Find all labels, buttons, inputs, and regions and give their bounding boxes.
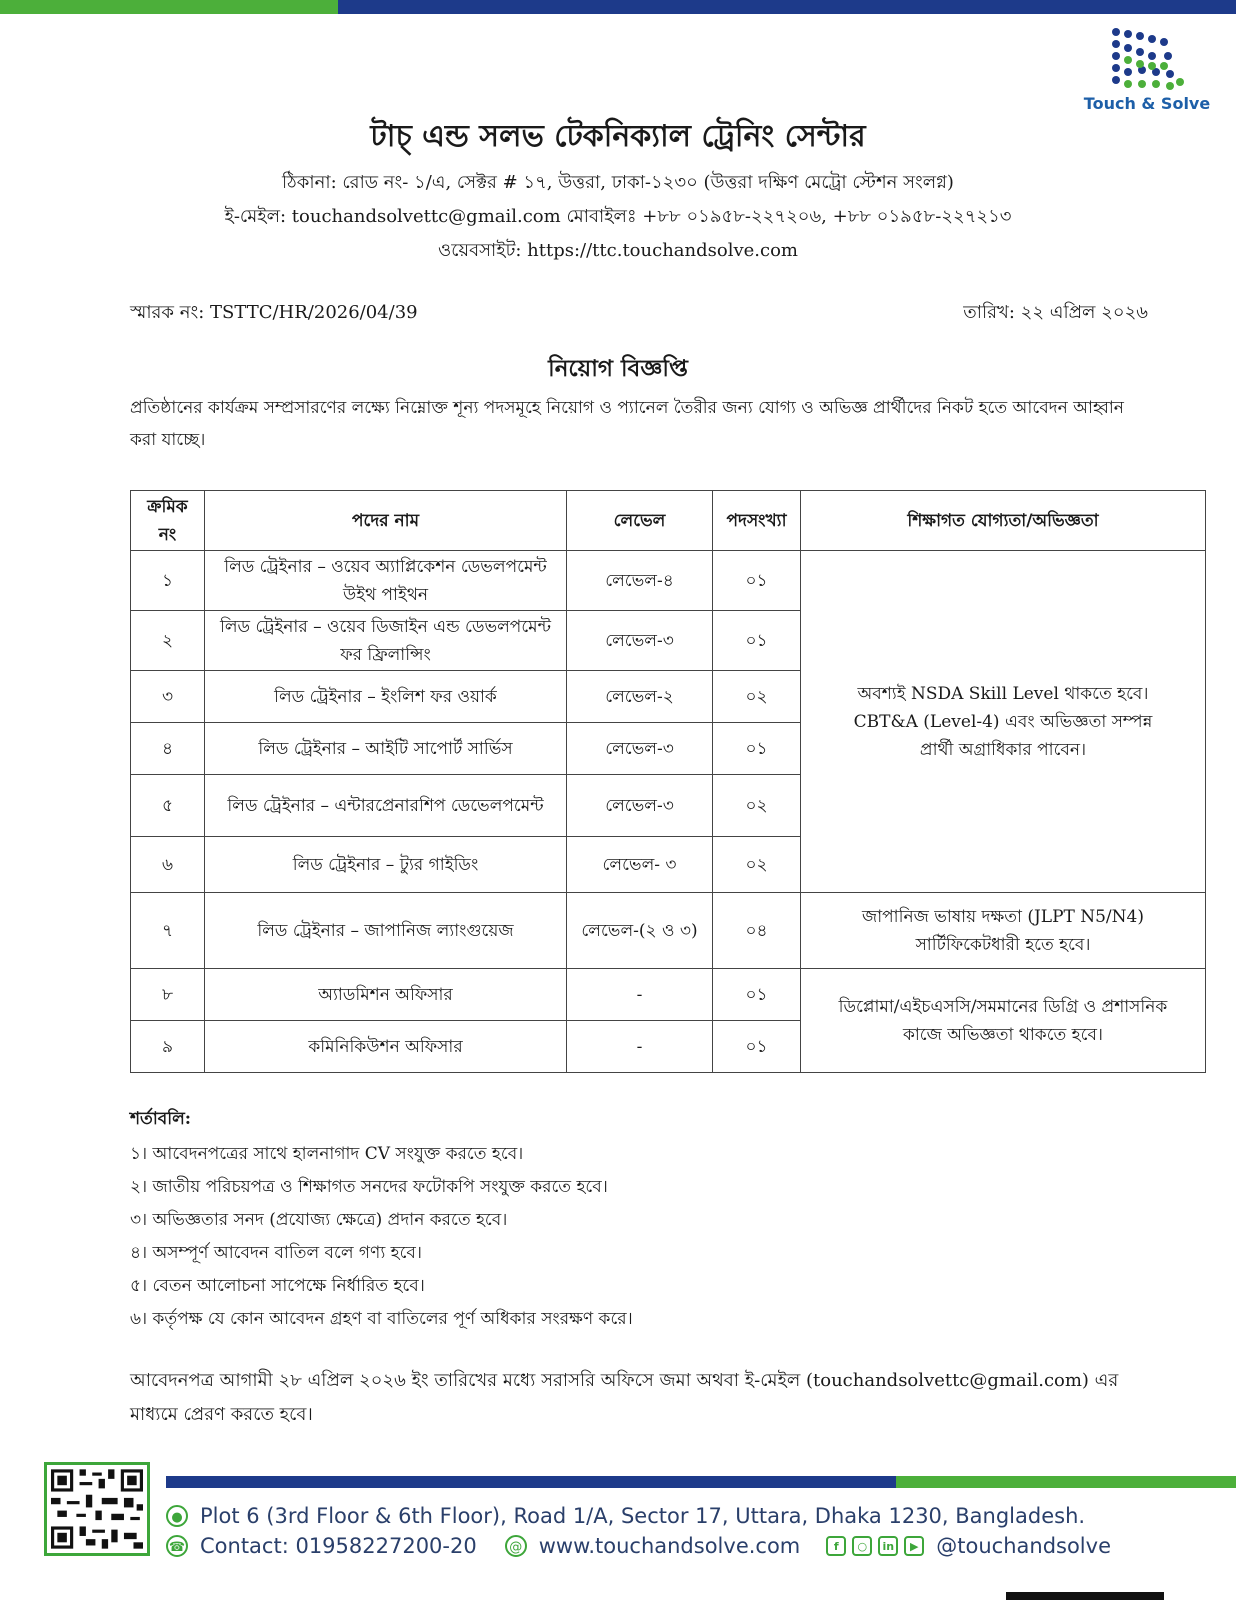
- logo-dots-icon: [1108, 26, 1188, 92]
- table-row: [131, 551, 1206, 611]
- top-color-bar: [0, 0, 1236, 14]
- col-header-sl: ক্রমিক নং: [131, 491, 205, 551]
- table-row: [131, 893, 1206, 969]
- facebook-icon[interactable]: f: [826, 1536, 846, 1556]
- row-post: লিড ট্রেইনার – ওয়েব অ্যাপ্লিকেশন ডেভলপমেন্ট উইথ পাইথন: [205, 551, 567, 611]
- row-sl: ৫: [131, 775, 205, 837]
- footer-contact: Contact: 01958227200-20: [200, 1534, 477, 1558]
- row-count: ০১: [713, 551, 801, 611]
- row-level: লেভেল-(২ ও ৩): [567, 893, 713, 969]
- org-name: টাচ্‌ এন্ড সলভ টেকনিক্যাল ট্রেনিং সেন্টার: [370, 119, 866, 154]
- row-level: লেভেল-৩: [567, 723, 713, 775]
- org-contact: ই-মেইল: touchandsolvettc@gmail.com মোবাইলঃ +৮৮ ০১৯৫৮-২২৭২০৬, +৮৮ ০১৯৫৮-২২৭২১৩: [224, 206, 1012, 227]
- brand-logo: [1082, 26, 1212, 120]
- row-count: ০২: [713, 775, 801, 837]
- org-address: ঠিকানা: রোড নং- ১/এ, সেক্টর # ১৭, উত্তরা, ঢাকা-১২৩০ (উত্তরা দক্ষিণ মেট্রো স্টেশন সংলগ্ন): [282, 172, 954, 193]
- row-post: কমিনিকিউশন অফিসার: [205, 1021, 567, 1073]
- row-post: লিড ট্রেইনার – ট্যুর গাইডিং: [205, 837, 567, 893]
- jobs-table: [130, 490, 1206, 1073]
- table-row: [131, 969, 1206, 1021]
- col-header-count: পদসংখ্যা: [713, 491, 801, 551]
- row-level: লেভেল-৩: [567, 611, 713, 671]
- condition-item: ৬। কর্তৃপক্ষ যে কোন আবেদন গ্রহণ বা বাতিলের পূর্ণ অধিকার সংরক্ষণ করে।: [130, 1309, 633, 1329]
- condition-item: ১। আবেদনপত্রের সাথে হালনাগাদ CV সংযুক্ত করতে হবে।: [130, 1144, 524, 1164]
- row-sl: ৭: [131, 893, 205, 969]
- notice-title: নিয়োগ বিজ্ঞপ্তি: [548, 355, 688, 382]
- row-sl: ৬: [131, 837, 205, 893]
- instagram-icon[interactable]: ○: [852, 1536, 872, 1556]
- youtube-icon[interactable]: ▶: [904, 1536, 924, 1556]
- web-icon: @: [505, 1535, 527, 1557]
- footer-contact-line: [166, 1534, 1111, 1558]
- footer-social[interactable]: @touchandsolve: [936, 1534, 1111, 1558]
- row-level: লেভেল-৩: [567, 775, 713, 837]
- row-count: ০২: [713, 671, 801, 723]
- row-sl: ৮: [131, 969, 205, 1021]
- row-sl: ৪: [131, 723, 205, 775]
- footer-address: Plot 6 (3rd Floor & 6th Floor), Road 1/A, Sector 17, Uttara, Dhaka 1230, Bangladesh.: [200, 1504, 1086, 1528]
- footer-color-bar: [166, 1476, 1236, 1488]
- qualification-japanese: জাপানিজ ভাষায় দক্ষতা (JLPT N5/N4) সার্টিফিকেটধারী হতে হবে।: [801, 893, 1206, 969]
- row-count: ০৪: [713, 893, 801, 969]
- row-count: ০১: [713, 611, 801, 671]
- row-count: ০১: [713, 723, 801, 775]
- row-sl: ২: [131, 611, 205, 671]
- condition-item: ৪। অসম্পূর্ণ আবেদন বাতিল বলে গণ্য হবে।: [130, 1243, 422, 1263]
- row-post: লিড ট্রেইনার – জাপানিজ ল্যাংগুয়েজ: [205, 893, 567, 969]
- intro-text: প্রতিষ্ঠানের কার্যক্রম সম্প্রসারণের লক্ষ্যে নিম্নোক্ত শূন্য পদসমূহে নিয়োগ ও প্যানেল তৈরীর জন্য যোগ্য ও অভিজ্ঞ প্রার্থীদের নিকট হতে আবেদন আহ্বান করা যাচ্ছে।: [130, 398, 1124, 450]
- location-icon: ●: [166, 1505, 188, 1527]
- logo-text: Touch & Solve: [1083, 94, 1211, 113]
- footer-address-line: [166, 1504, 1085, 1528]
- row-post: লিড ট্রেইনার – এন্টারপ্রেনারশিপ ডেভেলপমেন্ট: [205, 775, 567, 837]
- row-level: লেভেল- ৩: [567, 837, 713, 893]
- qualification-officers: ডিপ্লোমা/এইচএসসি/সমমানের ডিগ্রি ও প্রশাসনিক কাজে অভিজ্ঞতা থাকতে হবে।: [801, 969, 1206, 1073]
- condition-item: ৫। বেতন আলোচনা সাপেক্ষে নির্ধারিত হবে।: [130, 1276, 425, 1296]
- qr-code[interactable]: [44, 1462, 150, 1556]
- qr-code-icon: [51, 1469, 143, 1549]
- row-post: অ্যাডমিশন অফিসার: [205, 969, 567, 1021]
- row-count: ০১: [713, 969, 801, 1021]
- row-sl: ৩: [131, 671, 205, 723]
- memo-number: স্মারক নং: TSTTC/HR/2026/04/39: [130, 302, 418, 323]
- row-post: লিড ট্রেইনার – ওয়েব ডিজাইন এন্ড ডেভলপমেন্ট ফর ফ্রিলান্সিং: [205, 611, 567, 671]
- row-count: ০১: [713, 1021, 801, 1073]
- row-post: লিড ট্রেইনার – ইংলিশ ফর ওয়ার্ক: [205, 671, 567, 723]
- conditions-list: [130, 1138, 633, 1336]
- footer-web[interactable]: www.touchandsolve.com: [538, 1534, 801, 1558]
- row-post: লিড ট্রেইনার – আইটি সাপোর্ট সার্ভিস: [205, 723, 567, 775]
- row-level: -: [567, 969, 713, 1021]
- row-count: ০২: [713, 837, 801, 893]
- row-level: লেভেল-২: [567, 671, 713, 723]
- condition-item: ২। জাতীয় পরিচয়পত্র ও শিক্ষাগত সনদের ফটোকপি সংযুক্ত করতে হবে।: [130, 1177, 608, 1197]
- qualification-trainers: অবশ্যই NSDA Skill Level থাকতে হবে। CBT&A (Level-4) এবং অভিজ্ঞতা সম্পন্ন প্রার্থী অগ্রাধিকার পাবেন।: [801, 551, 1206, 893]
- row-level: -: [567, 1021, 713, 1073]
- phone-icon: ☎: [166, 1535, 188, 1557]
- col-header-qualification: শিক্ষাগত যোগ্যতা/অভিজ্ঞতা: [801, 491, 1206, 551]
- col-header-level: লেভেল: [567, 491, 713, 551]
- linkedin-icon[interactable]: in: [878, 1536, 898, 1556]
- row-level: লেভেল-৪: [567, 551, 713, 611]
- conditions-title: শর্তাবলি:: [130, 1109, 192, 1129]
- notice-date: তারিখ: ২২ এপ্রিল ২০২৬: [963, 302, 1148, 323]
- row-sl: ৯: [131, 1021, 205, 1073]
- submission-instructions: আবেদনপত্র আগামী ২৮ এপ্রিল ২০২৬ ইং তারিখের মধ্যে সরাসরি অফিসে জমা অথবা ই-মেইল (touchandsolvettc@gmail.com) এর মাধ্যমে প্রেরণ করতে হবে।: [130, 1370, 1119, 1425]
- row-sl: ১: [131, 551, 205, 611]
- bottom-edge-strip: [1006, 1592, 1164, 1600]
- org-website: ওয়েবসাইট: https://ttc.touchandsolve.com: [438, 240, 798, 261]
- col-header-post: পদের নাম: [205, 491, 567, 551]
- condition-item: ৩। অভিজ্ঞতার সনদ (প্রযোজ্য ক্ষেত্রে) প্রদান করতে হবে।: [130, 1210, 508, 1230]
